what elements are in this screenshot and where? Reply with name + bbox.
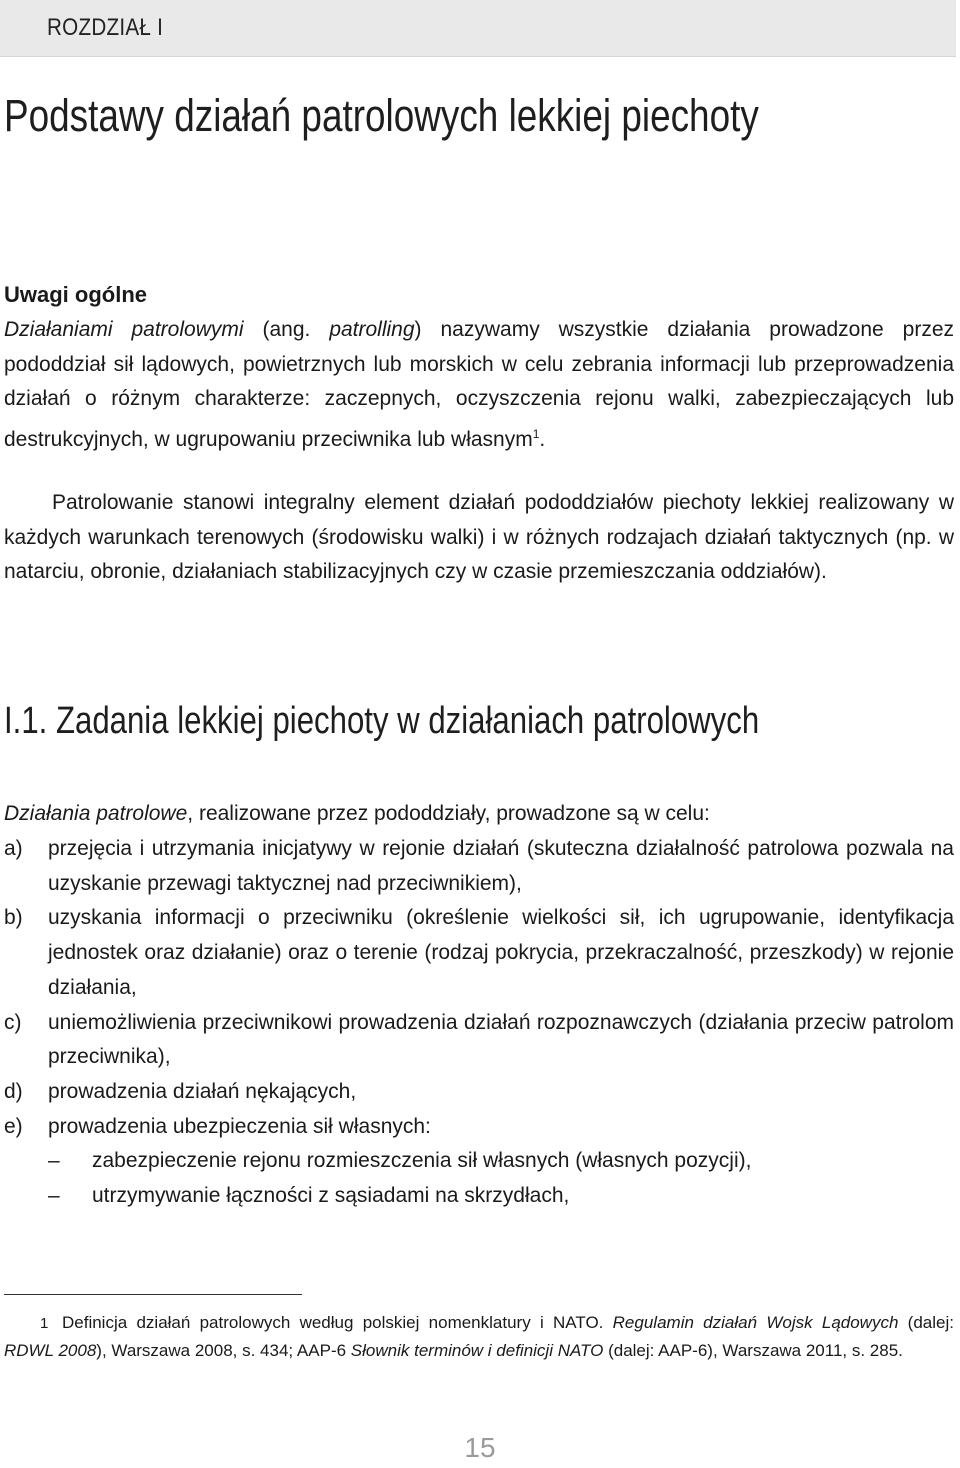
list-marker: e)	[4, 1114, 23, 1138]
page-title: Podstawy działań patrolowych lekkiej piechoty	[4, 90, 759, 141]
section-intro: Działania patrolowe, realizowane przez pododdziały, prowadzone są w celu:	[4, 802, 710, 825]
footnote-number: 1	[40, 1315, 49, 1332]
list-marker: d)	[4, 1079, 23, 1103]
list-item-text: uzyskania informacji o przeciwniku (określenie wielkości sił, ich ugrupowanie, identyfikacja jednostek oraz działanie) oraz o terenie (rodzaj pokrycia, przekraczalność, przeszkody) w rejonie działania,	[48, 906, 954, 999]
sublist-item	[48, 1179, 954, 1214]
sublist-item-text: utrzymywanie łączności z sąsiadami na skrzydłach,	[92, 1184, 570, 1208]
term-patrol-operations: Działania patrolowe	[4, 802, 188, 825]
list-item-text: uniemożliwienia przeciwnikowi prowadzenia działań rozpoznawczych (działania przeciw patrolom przeciwnika),	[48, 1010, 954, 1069]
objectives-list	[4, 832, 954, 1214]
list-marker: b)	[4, 906, 23, 930]
sublist-item-text: zabezpieczenie rejonu rozmieszczenia sił własnych (własnych pozycji),	[92, 1149, 752, 1173]
sublist-item	[48, 1144, 954, 1179]
section-heading-1-1: I.1. Zadania lekkiej piechoty w działaniach patrolowych	[4, 700, 760, 742]
list-marker: c)	[4, 1010, 22, 1034]
term-patrol-actions: Działaniami patrolowymi	[4, 318, 244, 341]
footnote-abbreviation: RDWL 2008	[4, 1341, 97, 1360]
chapter-label: ROZDZIAŁ I	[47, 14, 164, 41]
term-english: patrolling	[329, 318, 415, 341]
list-item	[4, 832, 954, 901]
paragraph-definition: Działaniami patrolowymi (ang. patrolling) nazywamy wszystkie działania prowadzone przez pododdział sił lądowych, powietrznych lub morskich w celu zebrania informacji lub przeprowadzenia działań o różnym charakterze: zaczepnych, oczyszczenia rejonu walki, zabezpieczających lub destrukcyjnych, w ugrupowaniu przeciwnika lub własnym$^1$.	[4, 318, 954, 452]
footnote-dictionary-title: Słownik terminów i definicji NATO	[350, 1341, 604, 1360]
footnote-divider	[4, 1294, 302, 1295]
list-item	[4, 1075, 954, 1110]
footnote-reference[interactable]: 1	[532, 427, 540, 442]
dash-marker: –	[48, 1184, 60, 1208]
general-remarks-heading: Uwagi ogólne	[4, 282, 147, 307]
security-sublist	[48, 1144, 954, 1213]
dash-marker: –	[48, 1149, 60, 1173]
list-item-text: prowadzenia działań nękających,	[48, 1079, 357, 1103]
list-item	[4, 1110, 954, 1214]
list-item	[4, 901, 954, 1005]
list-item	[4, 1006, 954, 1075]
paragraph-patrolling: Patrolowanie stanowi integralny element działań pododdziałów piechoty lekkiej realizowany w każdych warunkach terenowych (środowisku walki) i w różnych rodzajach działań taktycznych (np. w natarciu, obronie, działaniach stabilizacyjnych czy w czasie przemieszczania oddziałów).	[4, 491, 954, 584]
footnote: 1 Definicja działań patrolowych według polskiej nomenklatury i NATO. Regulamin działań Wojsk Lądowych (dalej: RDWL 2008), Warszawa 2008, s. 434; AAP-6 Słownik terminów i definicji NATO (dalej: AAP-6), Warszawa 2011, s. 285.	[4, 1309, 954, 1364]
footnote-source-title: Regulamin działań Wojsk Lądowych	[612, 1313, 899, 1332]
chapter-header-band	[0, 0, 956, 57]
list-item-text: prowadzenia ubezpieczenia sił własnych:	[48, 1114, 431, 1138]
list-marker: a)	[4, 837, 23, 860]
list-item-text: przejęcia i utrzymania inicjatywy w rejonie działań (skuteczna działalność patrolowa pozwala na uzyskanie przewagi taktycznej nad przeciwnikiem),	[48, 837, 954, 895]
page-number: 15	[464, 1432, 496, 1463]
